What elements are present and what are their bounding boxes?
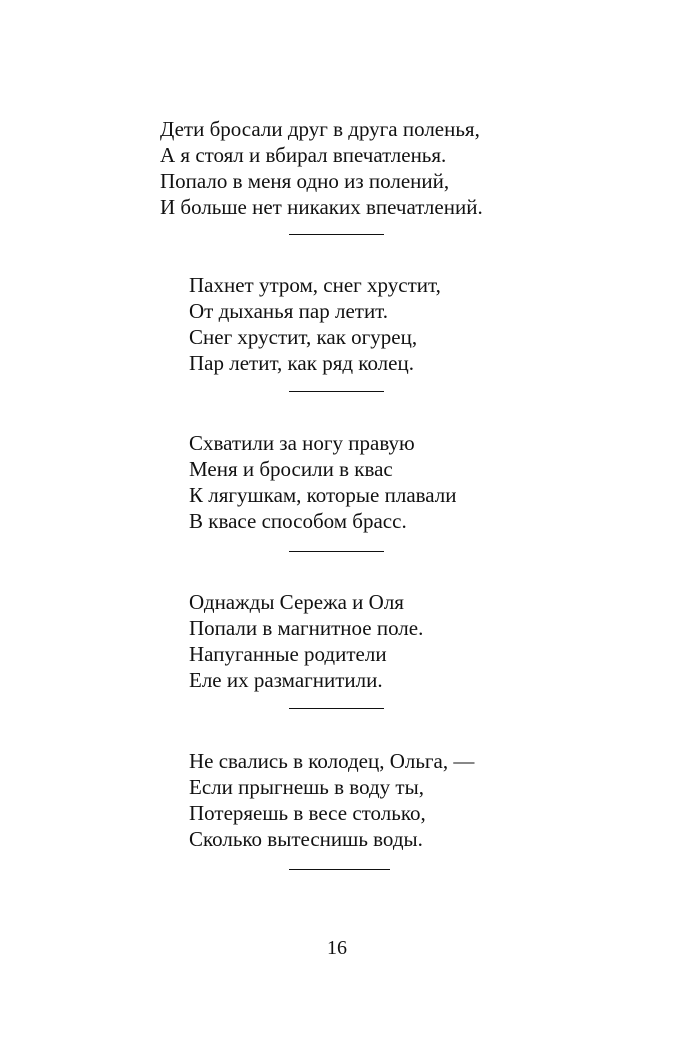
verse-line: Не свались в колодец, Ольга, —	[189, 749, 475, 773]
stanza-3	[189, 430, 457, 534]
stanza-2	[189, 272, 441, 376]
verse-line: Дети бросали друг в друга поленья,	[160, 117, 480, 141]
verse-line: А я стоял и вбирал впечатленья.	[160, 143, 447, 167]
verse-line: Снег хрустит, как огурец,	[189, 325, 418, 349]
verse-line: Попали в магнитное поле.	[189, 616, 424, 640]
stanza-separator	[289, 391, 384, 392]
verse-line: В квасе способом брасс.	[189, 509, 407, 533]
verse-line: К лягушкам, которые плавали	[189, 483, 457, 507]
stanza-separator	[289, 551, 384, 552]
stanza-separator	[289, 234, 384, 235]
verse-line: И больше нет никаких впечатлений.	[160, 195, 483, 219]
verse-line: Однажды Сережа и Оля	[189, 590, 404, 614]
verse-line: Пар летит, как ряд колец.	[189, 351, 414, 375]
stanza-separator	[289, 869, 390, 870]
stanza-5	[189, 748, 474, 852]
verse-line: Напуганные родители	[189, 642, 387, 666]
page-number: 16	[327, 937, 347, 959]
stanza-separator	[289, 708, 384, 709]
verse-line: Меня и бросили в квас	[189, 457, 393, 481]
verse-line: Еле их размагнитили.	[189, 668, 383, 692]
stanza-4	[189, 589, 423, 693]
verse-line: Сколько вытеснишь воды.	[189, 827, 423, 851]
verse-line: Попало в меня одно из полений,	[160, 169, 450, 193]
verse-line: Пахнет утром, снег хрустит,	[189, 273, 441, 297]
verse-line: От дыханья пар летит.	[189, 299, 389, 323]
stanza-1	[160, 116, 483, 220]
verse-line: Схватили за ногу правую	[189, 431, 415, 455]
verse-line: Если прыгнешь в воду ты,	[189, 775, 424, 799]
verse-line: Потеряешь в весе столько,	[189, 801, 426, 825]
